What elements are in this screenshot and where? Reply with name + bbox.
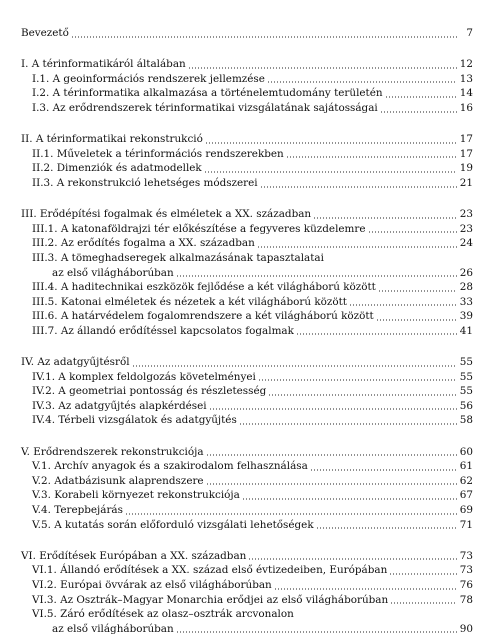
toc-section-entry <box>21 384 473 399</box>
toc-page-number: 56 <box>459 399 473 412</box>
toc-entry-title: VI.5. Záró erődítések az olasz–osztrák arcvonalon <box>32 608 294 621</box>
toc-entry-title: IV. Az adatgyűjtésről <box>21 356 130 369</box>
toc-entry-title: I.3. Az erődrendszerek térinformatikai vizsgálatának sajátosságai <box>32 101 378 114</box>
dot-leader <box>378 290 457 292</box>
dot-leader <box>206 454 457 456</box>
toc-page-number: 21 <box>459 176 473 189</box>
toc-entry-title: IV.3. Az adatgyűjtés alapkérdései <box>32 399 207 412</box>
toc-section-entry <box>21 222 473 237</box>
dot-leader <box>286 156 457 158</box>
toc-chapter-entry <box>21 549 473 564</box>
toc-page-number: 12 <box>459 58 473 71</box>
toc-entry-title: V.3. Korabeli környezet rekonstrukciója <box>32 489 240 502</box>
dot-leader <box>313 217 457 219</box>
toc-section-entry <box>21 622 473 637</box>
toc-page-number: 14 <box>459 87 473 100</box>
toc-page-number: 17 <box>459 147 473 160</box>
toc-section-entry <box>21 266 473 281</box>
toc-page-number: 55 <box>459 385 473 398</box>
dot-leader <box>248 558 457 560</box>
toc-page-number: 67 <box>459 489 473 502</box>
toc-chapter-entry <box>21 132 473 147</box>
toc-section-entry <box>21 161 473 176</box>
dot-leader <box>176 275 457 277</box>
toc-section-entry <box>21 503 473 518</box>
toc-entry-title: az első világháborúban <box>52 266 174 279</box>
dot-leader <box>389 573 457 575</box>
toc-page-number: 19 <box>459 162 473 175</box>
toc-chapter-entry <box>21 355 473 370</box>
dot-leader <box>267 81 457 83</box>
toc-entry-title: VI.3. Az Osztrák–Magyar Monarchia erődjei az első világháborúban <box>32 593 389 606</box>
toc-entry-title: V.4. Terepbejárás <box>32 504 123 516</box>
toc-entry-title: VI.1. Állandó erődítések a XX. század első évtizedeiben, Európában <box>32 564 388 577</box>
dot-leader <box>204 171 457 173</box>
toc-entry-title: III.6. A határvédelem fogalomrendszere a két világháború között <box>32 310 374 323</box>
dot-leader <box>349 304 457 306</box>
toc-entry-title: I. A térinformatikáról általában <box>21 58 186 71</box>
dot-leader <box>242 498 457 500</box>
toc-page-number: 73 <box>459 564 473 577</box>
toc-page-number: 41 <box>459 324 473 337</box>
toc-section-entry <box>21 86 473 101</box>
toc-entry-title: II.1. Műveletek a térinformációs rendszerekben <box>32 147 284 160</box>
toc-page-number: 62 <box>459 474 473 487</box>
toc-chapter-entry <box>21 445 473 460</box>
dot-leader <box>206 483 457 485</box>
toc-page-number: 23 <box>459 222 473 235</box>
dot-leader <box>368 231 457 233</box>
dot-leader <box>71 36 457 38</box>
toc-chapter-entry <box>21 26 473 41</box>
toc-entry-title: II.3. A rekonstrukció lehetséges módszerei <box>32 176 258 189</box>
toc-section-entry <box>21 578 473 593</box>
dot-leader <box>188 67 457 69</box>
toc-page-number: 71 <box>459 518 473 531</box>
toc-section-entry <box>21 563 473 578</box>
toc-page-number: 17 <box>459 133 473 146</box>
toc-section-entry <box>21 413 473 428</box>
toc-entry-title: IV.1. A komplex feldolgozás követelményei <box>32 370 256 383</box>
toc-section-entry <box>21 295 473 310</box>
toc-page-number: 28 <box>459 281 473 294</box>
toc-section-entry <box>21 251 473 266</box>
toc-entry-title: VI. Erődítések Európában a XX. században <box>21 549 247 562</box>
toc-section-entry <box>21 518 473 533</box>
toc-section-entry <box>21 309 473 324</box>
dot-leader <box>176 631 457 633</box>
toc-section-entry <box>21 607 473 622</box>
toc-entry-title: V.2. Adatbázisunk alaprendszere <box>32 474 204 487</box>
toc-section-entry <box>21 488 473 503</box>
dot-leader <box>390 602 457 604</box>
dot-leader <box>310 469 457 471</box>
toc-section-entry <box>21 101 473 116</box>
toc-page-number: 24 <box>459 237 473 250</box>
toc-entry-title: I.2. A térinformatika alkalmazása a történelemtudomány területén <box>32 87 383 100</box>
toc-section-entry <box>21 399 473 414</box>
toc-page-number: 60 <box>459 445 473 458</box>
dot-leader <box>274 588 457 590</box>
toc-entry-title: II. A térinformatikai rekonstrukció <box>21 133 203 146</box>
toc-section-entry <box>21 324 473 339</box>
toc-page-number: 69 <box>459 504 473 516</box>
toc-chapter-entry <box>21 207 473 222</box>
toc-entry-title: Bevezető <box>21 27 69 39</box>
dot-leader <box>125 513 457 515</box>
toc-page-number: 39 <box>459 310 473 323</box>
toc-page-number: 73 <box>459 549 473 562</box>
dot-leader <box>132 365 457 367</box>
toc-section-entry <box>21 474 473 489</box>
dot-leader <box>376 319 457 321</box>
toc-page-number: 23 <box>459 208 473 221</box>
toc-section-entry <box>21 593 473 608</box>
toc-entry-title: III.4. A haditechnikai eszközök fejlődése a két világháború között <box>32 281 376 294</box>
toc-entry-title: V.1. Archív anyagok és a szakirodalom felhasználása <box>32 460 308 473</box>
toc-section-entry <box>21 236 473 251</box>
toc-page-number: 76 <box>459 578 473 591</box>
dot-leader <box>316 527 457 529</box>
dot-leader <box>257 246 457 248</box>
toc-entry-title: III.1. A katonaföldrajzi tér előkészítése a fegyveres küzdelemre <box>32 222 366 235</box>
toc-entry-title: VI.2. Európai övvárak az első világháborúban <box>32 578 272 591</box>
dot-leader <box>205 142 457 144</box>
toc-section-entry <box>21 459 473 474</box>
toc-entry-title: III.5. Katonai elméletek és nézetek a két világháború között <box>32 295 347 308</box>
toc-page-number: 55 <box>459 370 473 383</box>
table-of-contents <box>21 26 473 636</box>
toc-entry-title: III.3. A tömeghadseregek alkalmazásának tapasztalatai <box>32 251 324 264</box>
toc-entry-title: IV.2. A geometriai pontosság és részletesség <box>32 385 267 398</box>
toc-page-number: 33 <box>459 295 473 308</box>
toc-page-number: 13 <box>459 72 473 85</box>
toc-section-entry <box>21 176 473 191</box>
toc-entry-title: II.2. Dimenziók és adatmodellek <box>32 162 202 175</box>
toc-section-entry <box>21 370 473 385</box>
toc-entry-title: IV.4. Térbeli vizsgálatok és adatgyűjtés <box>32 414 237 427</box>
dot-leader <box>239 423 457 425</box>
dot-leader <box>258 379 457 381</box>
dot-leader <box>209 408 457 410</box>
toc-page-number: 61 <box>459 460 473 473</box>
dot-leader <box>268 394 457 396</box>
toc-page-number: 58 <box>459 414 473 427</box>
dot-leader <box>385 96 457 98</box>
toc-section-entry <box>21 280 473 295</box>
toc-page-number: 26 <box>459 266 473 279</box>
toc-entry-title: az első világháborúban <box>52 622 174 635</box>
toc-page-number: 55 <box>459 356 473 369</box>
toc-page-number: 16 <box>459 101 473 114</box>
toc-entry-title: III.2. Az erődítés fogalma a XX. században <box>32 237 255 250</box>
toc-entry-title: III.7. Az állandó erődítéssel kapcsolatos fogalmak <box>32 324 294 337</box>
toc-entry-title: III. Erődépítési fogalmak és elméletek a XX. században <box>21 208 312 221</box>
dot-leader <box>380 111 457 113</box>
toc-section-entry <box>21 147 473 162</box>
toc-entry-title: I.1. A geoinformációs rendszerek jellemzése <box>32 72 265 85</box>
toc-page-number: 78 <box>459 593 473 606</box>
dot-leader <box>296 333 457 335</box>
toc-entry-title: V.5. A kutatás során előforduló vizsgálati lehetőségek <box>32 518 314 531</box>
toc-section-entry <box>21 72 473 87</box>
dot-leader <box>260 186 457 188</box>
toc-chapter-entry <box>21 57 473 72</box>
toc-entry-title: V. Erődrendszerek rekonstrukciója <box>21 445 204 458</box>
toc-page-number: 7 <box>466 27 473 39</box>
toc-page-number: 90 <box>459 622 473 635</box>
